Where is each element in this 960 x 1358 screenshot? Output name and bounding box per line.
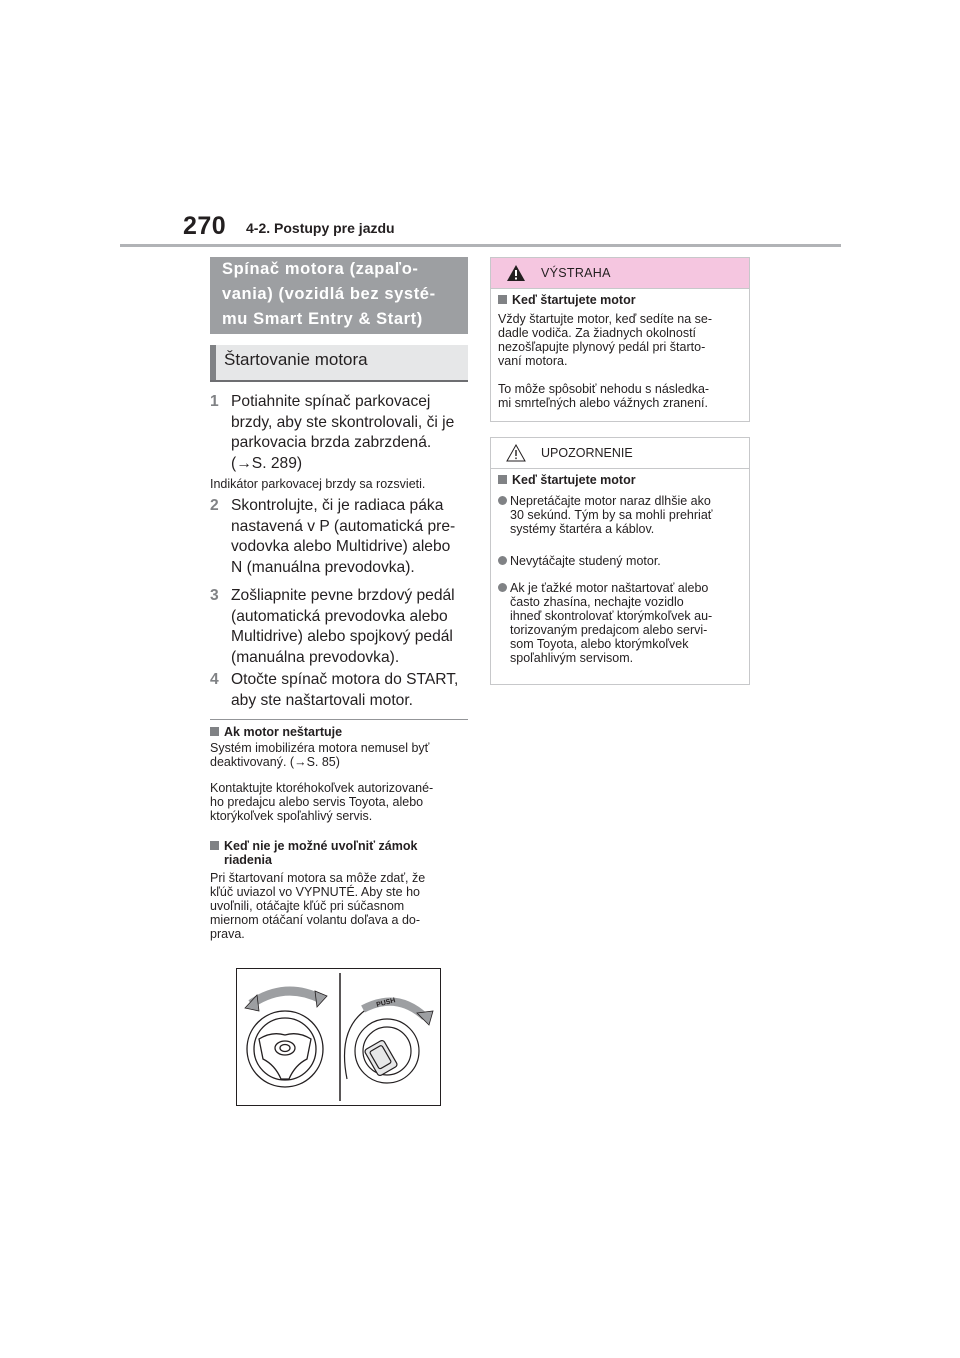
warning-line: To môže spôsobiť nehodu s následka- xyxy=(498,382,710,396)
note-line: uvoľnili, otáčajte kľúč pri súčasnom xyxy=(210,899,405,913)
step-1-note: Indikátor parkovacej brzdy sa rozsvieti. xyxy=(210,477,426,491)
caution-line: Ak je ťažké motor naštartovať alebo xyxy=(510,581,709,595)
caution-heading xyxy=(498,473,744,487)
step-number: 4 xyxy=(210,671,219,688)
step-text-line: (→S. 289) xyxy=(231,454,303,472)
warning-heading xyxy=(498,293,744,307)
step-text-line: vodovka alebo Multidrive) alebo xyxy=(231,538,451,555)
note-heading-text: riadenia xyxy=(224,853,272,867)
warning-line: mi smrteľných alebo vážnych zranení. xyxy=(498,396,708,410)
note-line: Systém imobilizéra motora nemusel byť xyxy=(210,741,430,755)
header-divider xyxy=(120,244,841,247)
step-2 xyxy=(210,496,472,578)
note-line: deaktivovaný. (→S. 85) xyxy=(210,755,340,769)
step-1 xyxy=(210,392,472,474)
warning-paragraph xyxy=(498,382,744,410)
round-bullet-icon xyxy=(498,556,507,565)
note-line: ktorýkoľvek spoľahlivý servis. xyxy=(210,809,373,823)
note-line: prava. xyxy=(210,927,245,941)
caution-line: som Toyota, alebo ktorýmkoľvek xyxy=(510,637,689,651)
warning-line: nezošľapujte plynový pedál pri štarto- xyxy=(498,340,706,354)
note-line: miernom otáčaní volantu doľava a do- xyxy=(210,913,421,927)
step-text-line: N (manuálna prevodovka). xyxy=(231,558,415,576)
caution-line: systémy štartéra a káblov. xyxy=(510,522,655,536)
main-title-line: mu Smart Entry & Start) xyxy=(222,310,423,328)
main-title-line: Spínač motora (zapaľo- xyxy=(222,260,419,278)
note-heading-steering-lock xyxy=(210,839,417,867)
caution-bullet xyxy=(498,554,744,568)
caution-line: torizovaným predajcom alebo servi- xyxy=(510,623,708,637)
step-text-line: Skontrolujte, či je radiaca páka xyxy=(231,497,444,514)
caution-bullet xyxy=(498,494,744,536)
step-text-line: parkovacia brzda zabrzdená. xyxy=(231,434,432,451)
sub-heading-bar xyxy=(210,345,216,380)
step-text-line: Zošliapnite pevne brzdový pedál xyxy=(231,587,455,604)
step-text-line: nastavená v P (automatická pre- xyxy=(231,517,456,535)
step-text-line: Multidrive) alebo spojkový pedál xyxy=(231,628,453,645)
sub-heading xyxy=(210,345,468,382)
caution-header xyxy=(491,438,749,469)
step-text-line: brzdy, aby ste skontrolovali, či je xyxy=(231,413,455,431)
note-paragraph xyxy=(210,781,472,823)
square-bullet-icon xyxy=(210,727,219,736)
square-bullet-icon xyxy=(498,475,507,484)
sub-heading-text: Štartovanie motora xyxy=(224,350,368,369)
warning-paragraph xyxy=(498,312,744,368)
push-label: PUSH xyxy=(375,997,397,1009)
section-title: 4-2. Postupy pre jazdu xyxy=(246,220,395,236)
caution-line: často zhasína, nechajte vozidlo xyxy=(510,595,684,609)
steering-wheel-and-key-icon xyxy=(237,969,440,1105)
note-heading-text: Keď nie je možné uvoľniť zámok xyxy=(224,839,418,853)
warning-line: dadle vodiča. Za žiadnych okolností xyxy=(498,326,697,340)
caution-line: Nepretáčajte motor naraz dlhšie ako xyxy=(510,494,711,508)
page-number: 270 xyxy=(183,212,227,240)
round-bullet-icon xyxy=(498,496,507,505)
caution-bullet xyxy=(498,581,744,665)
caution-line: ihneď skontrolovať ktorýmkoľvek au- xyxy=(510,609,713,623)
step-number: 3 xyxy=(210,587,219,604)
caution-heading-text: Keď štartujete motor xyxy=(512,473,636,487)
step-text-line: Otočte spínač motora do START, xyxy=(231,671,459,688)
warning-line: Vždy štartujte motor, keď sedíte na se- xyxy=(498,312,713,326)
step-4 xyxy=(210,670,472,711)
caution-box xyxy=(490,437,750,685)
note-line: Kontaktujte ktoréhokoľvek autorizované- xyxy=(210,781,434,795)
warning-line: vaní motora. xyxy=(498,354,568,368)
notes-divider xyxy=(210,719,468,720)
note-heading-text: Ak motor neštartuje xyxy=(224,725,343,739)
step-text-line: (automatická prevodovka alebo xyxy=(231,607,448,625)
step-text-line: Potiahnite spínač parkovacej xyxy=(231,393,431,410)
note-paragraph xyxy=(210,871,472,941)
warning-box xyxy=(490,257,750,422)
caution-line: spoľahlivým servisom. xyxy=(510,651,634,665)
note-heading-not-start xyxy=(210,725,342,739)
warning-label: VÝSTRAHA xyxy=(541,266,611,280)
caution-label: UPOZORNENIE xyxy=(541,446,633,460)
caution-line: 30 sekúnd. Tým by sa mohli prehriať xyxy=(510,508,713,522)
warning-triangle-icon xyxy=(506,264,526,282)
main-title-line: vania) (vozidlá bez systé- xyxy=(222,285,436,303)
warning-header xyxy=(491,258,749,289)
warning-heading-text: Keď štartujete motor xyxy=(512,293,636,307)
note-line: Pri štartovaní motora sa môže zdať, že xyxy=(210,871,426,885)
square-bullet-icon xyxy=(210,841,219,850)
note-paragraph xyxy=(210,741,472,769)
square-bullet-icon xyxy=(498,295,507,304)
step-3 xyxy=(210,586,472,668)
step-number: 1 xyxy=(210,393,219,410)
steering-key-illustration xyxy=(236,968,441,1106)
step-text-line: aby ste naštartovali motor. xyxy=(231,691,414,709)
main-title xyxy=(210,257,468,334)
step-text-line: (manuálna prevodovka). xyxy=(231,648,400,666)
caution-line: Nevytáčajte studený motor. xyxy=(510,554,661,568)
caution-triangle-icon xyxy=(506,444,526,462)
note-line: kľúč uviazol vo VYPNUTÉ. Aby ste ho xyxy=(210,885,420,899)
note-line: ho predajcu alebo servis Toyota, alebo xyxy=(210,795,424,809)
round-bullet-icon xyxy=(498,583,507,592)
step-number: 2 xyxy=(210,497,219,514)
